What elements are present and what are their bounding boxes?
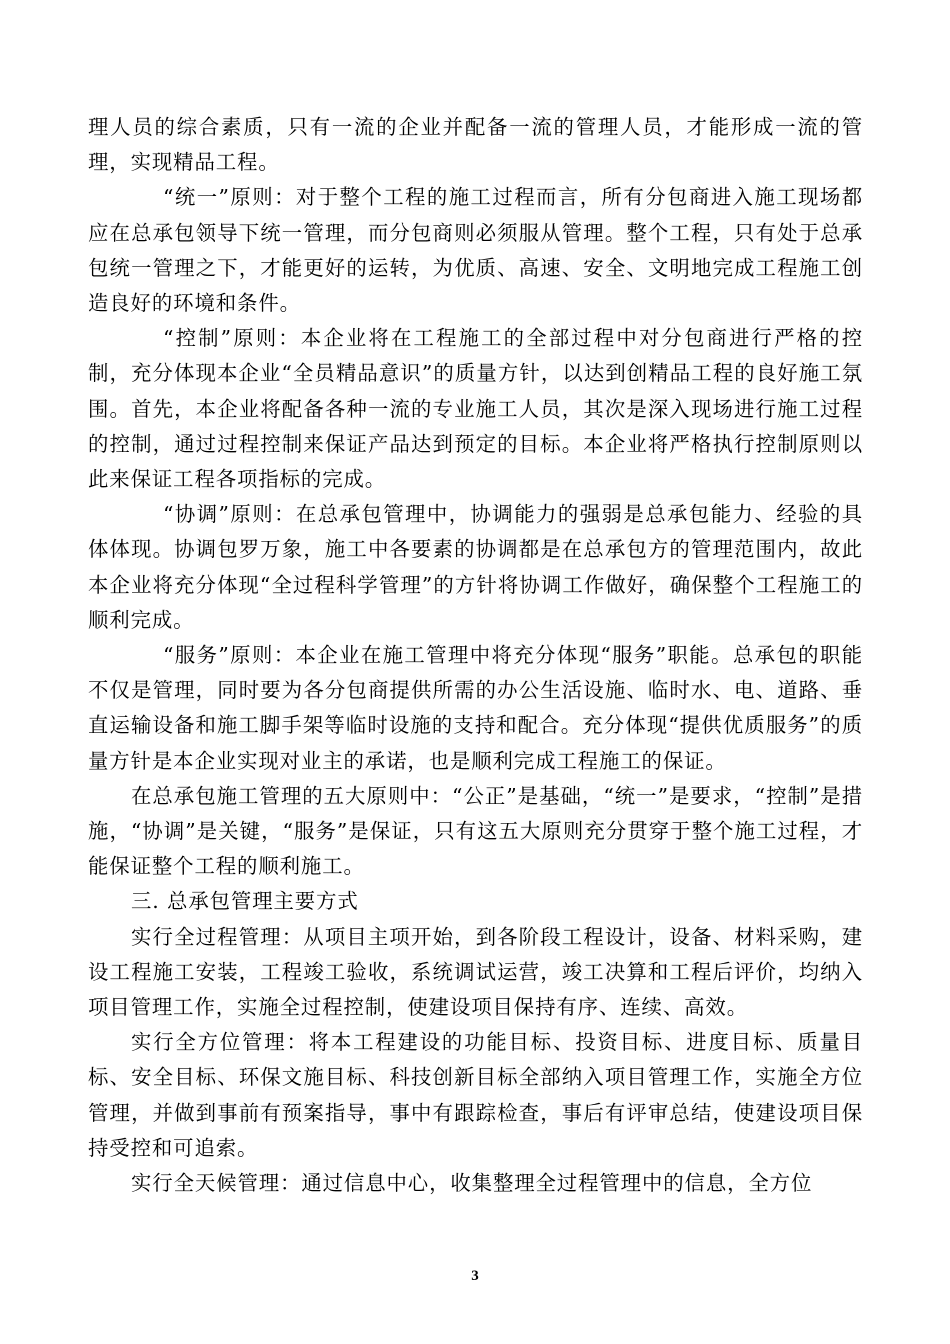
paragraph-coordination-principle: “协调”原则：在总承包管理中，协调能力的强弱是总承包能力、经验的具体体现。协调包罗万象，施工中各要素的协调都是在总承包方的管理范围内，故此本企业将充分体现“全过程科学管理”的方针将协调工作做好，确保整个工程施工的顺利完成。 [88,502,863,632]
paragraph-control-principle: “控制”原则：本企业将在工程施工的全部过程中对分包商进行严格的控制，充分体现本企业“全员精品意识”的质量方针，以达到创精品工程的良好施工氛围。首先，本企业将配备各种一流的专业施工人员，其次是深入现场进行施工过程的控制，通过过程控制来保证产品达到预定的目标。本企业将严格执行控制原则以此来保证工程各项指标的完成。 [88,326,863,492]
section-heading: 三. 总承包管理主要方式 [131,889,359,914]
paragraph-unity-principle: “统一”原则：对于整个工程的施工过程而言，所有分包商进入施工现场都应在总承包领导下统一管理，而分包商则必须服从管理。整个工程，只有处于总承包统一管理之下，才能更好的运转，为优质、高速、安全、文明地完成工程施工创造良好的环境和条件。 [88,185,863,316]
paragraph-five-principles-summary: 在总承包施工管理的五大原则中：“公正”是基础，“统一”是要求，“控制”是措施，“协调”是关键，“服务”是保证，只有这五大原则充分贯穿于整个施工过程，才能保证整个工程的顺利施工。 [88,783,863,879]
paragraph-continuation: 理人员的综合素质，只有一流的企业并配备一流的管理人员，才能形成一流的管理，实现精品工程。 [88,115,863,175]
paragraph-full-process-management: 实行全过程管理：从项目主项开始，到各阶段工程设计，设备、材料采购，建设工程施工安装，工程竣工验收，系统调试运营，竣工决算和工程后评价，均纳入项目管理工作，实施全过程控制，使建设项目保持有序、连续、高效。 [88,924,863,1020]
paragraph-all-weather-management: 实行全天候管理：通过信息中心，收集整理全过程管理中的信息，全方位 [131,1171,813,1196]
page-number: 3 [471,1268,479,1284]
paragraph-all-round-management: 实行全方位管理：将本工程建设的功能目标、投资目标、进度目标、质量目标、安全目标、环保文施目标、科技创新目标全部纳入项目管理工作，实施全方位管理，并做到事前有预案指导，事中有跟踪检查，事后有评审总结，使建设项目保持受控和可追索。 [88,1030,863,1160]
paragraph-service-principle: “服务”原则：本企业在施工管理中将充分体现“服务”职能。总承包的职能不仅是管理，同时要为各分包商提供所需的办公生活设施、临时水、电、道路、垂直运输设备和施工脚手架等临时设施的支持和配合。充分体现“提供优质服务”的质量方针是本企业实现对业主的承诺，也是顺利完成工程施工的保证。 [88,643,863,773]
body-text [88,110,863,1201]
